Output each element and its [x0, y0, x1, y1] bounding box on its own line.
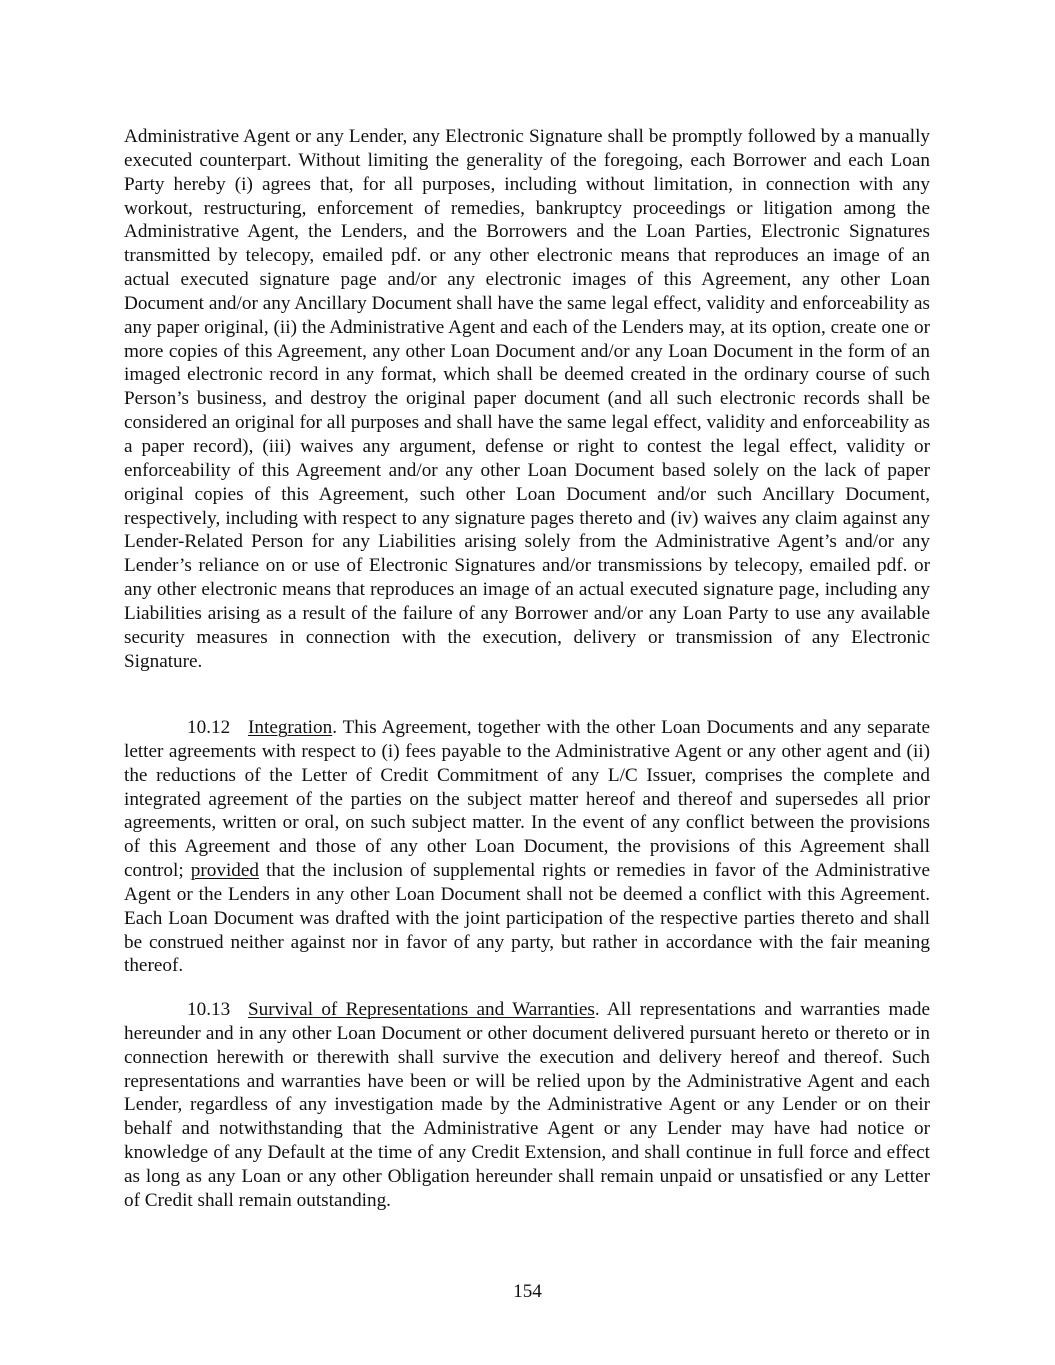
- heading-period: .: [594, 999, 600, 1020]
- section-number: 10.13: [187, 999, 231, 1020]
- page-number: 154: [513, 1281, 542, 1302]
- section-body-continued: that the inclusion of supplemental rights or remedies in favor of the Administrative Agent or the Lenders in any other Loan Document shall not be deemed a conflict with this Agreement. Each Loan Document was drafted with the joint participation of the respective parties thereto and shall be construed neither against nor in favor of any party, but rather in accordance with the fair meaning thereof.: [124, 860, 930, 977]
- section-body: All representations and warranties made hereunder and in any other Loan Document or other document delivered pursuant hereto or thereto or in connection herewith or therewith shall survive the execution and delivery hereof and thereof. Such representations and warranties have been or will be relied upon by the Administrative Agent and each Lender, regardless of any investigation made by the Administrative Agent or any Lender or on their behalf and notwithstanding that the Administrative Agent or any Lender may have had notice or knowledge of any Default at the time of any Credit Extension, and shall continue in full force and effect as long as any Loan or any other Obligation hereunder shall remain unpaid or unsatisfied or any Letter of Credit shall remain outstanding.: [124, 999, 930, 1211]
- heading-period: .: [332, 717, 337, 738]
- section-heading: Survival of Representations and Warranties: [248, 999, 595, 1020]
- section-10-12: [124, 716, 930, 978]
- section-body: This Agreement, together with the other Loan Documents and any separate letter agreements with respect to (i) fees payable to the Administrative Agent or any other agent and (ii) the reductions of the Letter of Credit Commitment of any L/C Issuer, comprises the complete and integrated agreement of the parties on the subject matter hereof and thereof and supersedes all prior agreements, written or oral, on such subject matter. In the event of any conflict between the provisions of this Agreement and those of any other Loan Document, the provisions of this Agreement shall control;: [124, 717, 930, 882]
- section-10-13: [124, 998, 930, 1213]
- provided-term: provided: [190, 860, 259, 882]
- section-heading: Integration: [248, 717, 333, 738]
- paragraph-electronic-signatures: Administrative Agent or any Lender, any Electronic Signature shall be promptly followed by a manually executed counterpart. Without limiting the generality of the foregoing, each Borrower and each Loan Party hereby (i) agrees that, for all purposes, including without limitation, in connection with any workout, restructuring, enforcement of remedies, bankruptcy proceedings or litigation among the Administrative Agent, the Lenders, and the Borrowers and the Loan Parties, Electronic Signatures transmitted by telecopy, emailed pdf. or any other electronic means that reproduces an image of an actual executed signature page and/or any electronic images of this Agreement, any other Loan Document and/or any Ancillary Document shall have the same legal effect, validity and enforceability as any paper original, (ii) the Administrative Agent and each of the Lenders may, at its option, create one or more copies of this Agreement, any other Loan Document and/or any Loan Document in the form of an imaged electronic record in any format, which shall be deemed created in the ordinary course of such Person’s business, and destroy the original paper document (and all such electronic records shall be considered an original for all purposes and shall have the same legal effect, validity and enforceability as a paper record), (iii) waives any argument, defense or right to contest the legal effect, validity or enforceability of this Agreement and/or any other Loan Document based solely on the lack of paper original copies of this Agreement, such other Loan Document and/or such Ancillary Document, respectively, including with respect to any signature pages thereto and (iv) waives any claim against any Lender-Related Person for any Liabilities arising solely from the Administrative Agent’s and/or any Lender’s reliance on or use of Electronic Signatures and/or transmissions by telecopy, emailed pdf. or any other electronic means that reproduces an image of an actual executed signature page, including any Liabilities arising as a result of the failure of any Borrower and/or any Loan Party to use any available security measures in connection with the execution, delivery or transmission of any Electronic Signature.: [124, 126, 930, 672]
- section-number: 10.12: [187, 717, 231, 738]
